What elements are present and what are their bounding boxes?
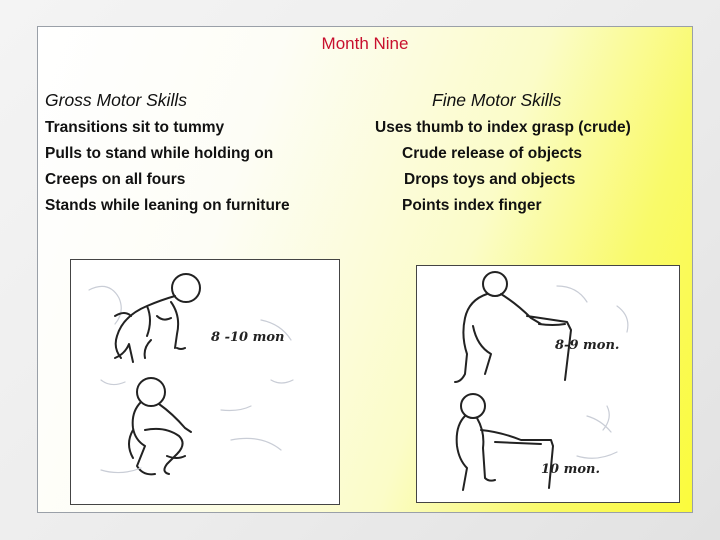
- fine-motor-item: Drops toys and objects: [404, 171, 576, 188]
- slide: [37, 26, 693, 513]
- gross-motor-item: Stands while leaning on furniture: [45, 197, 290, 214]
- slide-title: Month Nine: [321, 34, 409, 53]
- fine-motor-list: [375, 115, 631, 219]
- left-age-caption: 8 -10 mon: [211, 330, 285, 345]
- gross-motor-list: [45, 115, 290, 219]
- fine-motor-item: Crude release of objects: [402, 145, 583, 162]
- gross-motor-heading: Gross Motor Skills: [45, 90, 187, 110]
- gross-motor-item: Creeps on all fours: [45, 171, 186, 188]
- fine-motor-item: Points index finger: [402, 197, 542, 214]
- fine-motor-heading: Fine Motor Skills: [432, 90, 562, 110]
- standing-illustration: [416, 265, 680, 503]
- gross-motor-item: Transitions sit to tummy: [45, 119, 225, 136]
- baby-sketches-left: [71, 260, 339, 504]
- right-age-caption-top: 8-9 mon.: [555, 338, 620, 353]
- crawling-sitting-illustration: [70, 259, 340, 505]
- right-age-caption-bottom: 10 mon.: [541, 462, 601, 477]
- fine-motor-item: Uses thumb to index grasp (crude): [375, 119, 631, 136]
- gross-motor-item: Pulls to stand while holding on: [45, 145, 274, 162]
